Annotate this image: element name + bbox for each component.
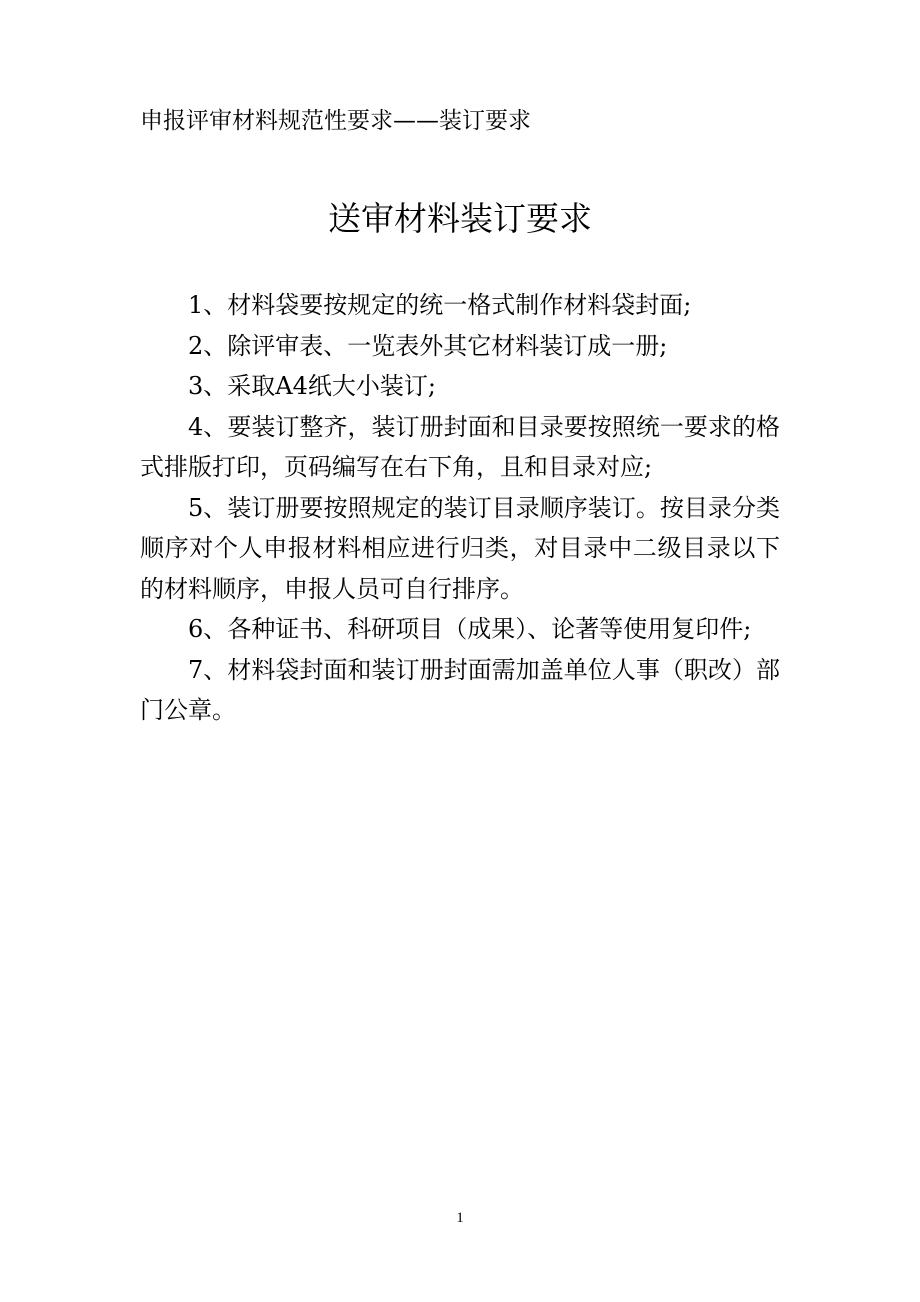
requirement-item-4: 4、要装订整齐，装订册封面和目录要按照统一要求的格式排版打印，页码编写在右下角，且和目录对应;: [140, 412, 780, 481]
requirement-item-2: 2、除评审表、一览表外其它材料装订成一册;: [188, 331, 668, 360]
page-number: 1: [456, 1210, 464, 1226]
requirement-item-6: 6、各种证书、科研项目（成果）、论著等使用复印件;: [188, 615, 752, 643]
requirement-item-7: 7、材料袋封面和装订册封面需加盖单位人事（职改）部门公章。: [140, 655, 780, 724]
requirement-item-5: 5、装订册要按照规定的装订目录顺序装订。按目录分类顺序对个人申报材料相应进行归类，对目录中二级目录以下的材料顺序，申报人员可自行排序。: [140, 493, 780, 603]
document-heading: 申报评审材料规范性要求——装订要求: [140, 108, 531, 134]
requirements-list: [140, 285, 780, 731]
requirement-item-1: 1、材料袋要按规定的统一格式制作材料袋封面;: [188, 291, 692, 319]
document-title: 送审材料装订要求: [328, 199, 592, 238]
requirement-item-3: 3、采取A4纸大小装订;: [188, 372, 436, 400]
